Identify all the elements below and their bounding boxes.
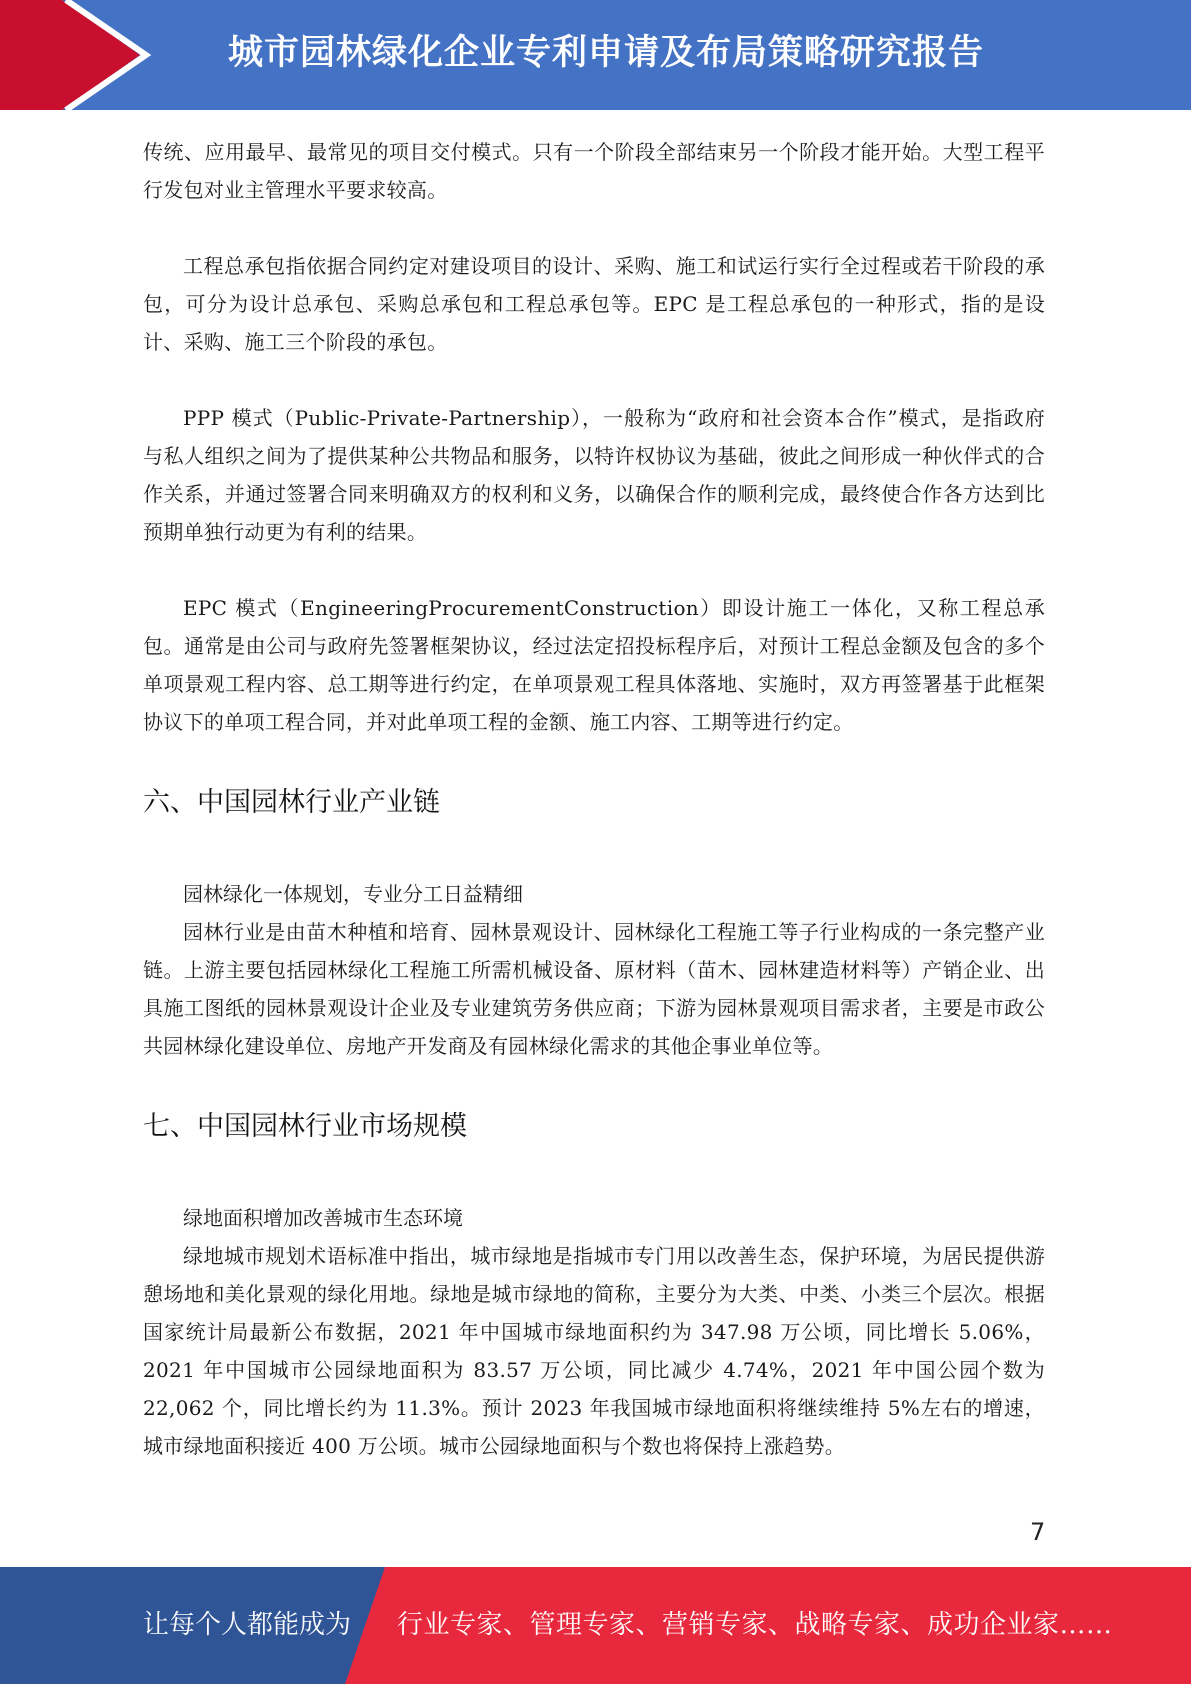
- paragraph-general-contracting: 工程总承包指依据合同约定对建设项目的设计、采购、施工和试运行实行全过程或若干阶段的承包，可分为设计总承包、采购总承包和工程总承包等。EPC 是工程总承包的一种形式，指的是设计、采购、施工三个阶段的承包。: [143, 254, 1045, 354]
- subhead-market-size: 绿地面积增加改善城市生态环境: [183, 1206, 463, 1230]
- page-header: [0, 0, 1191, 110]
- paragraph-continuation: 传统、应用最早、最常见的项目交付模式。只有一个阶段全部结束另一个阶段才能开始。大型工程平行发包对业主管理水平要求较高。: [143, 140, 1045, 202]
- footer-slogan-left: 让每个人都能成为: [143, 1610, 352, 1640]
- page-content: [143, 133, 1045, 1465]
- footer-slogan-right: 行业专家、管理专家、营销专家、战略专家、成功企业家……: [397, 1610, 1113, 1640]
- paragraph-ppp-model: PPP 模式（Public-Private-Partnership），一般称为“政府和社会资本合作”模式，是指政府与私人组织之间为了提供某种公共物品和服务，以特许权协议为基础，彼此之间形成一种伙伴式的合作关系，并通过签署合同来明确双方的权利和义务，以确保合作的顺利完成，最终使合作各方达到比预期单独行动更为有利的结果。: [143, 406, 1045, 544]
- section-title-market-size: 七、中国园林行业市场规模: [143, 1111, 467, 1142]
- page-footer: [0, 1567, 1191, 1684]
- section-title-industry-chain: 六、中国园林行业产业链: [143, 787, 440, 818]
- paragraph-market-size: 绿地城市规划术语标准中指出，城市绿地是指城市专门用以改善生态，保护环境，为居民提供游憩场地和美化景观的绿化用地。绿地是城市绿地的简称，主要分为大类、中类、小类三个层次。根据国家统计局最新公布数据，2021 年中国城市绿地面积约为 347.98 万公顷，同比增长 5.06%，2021 年中国城市公园绿地面积为 83.57 万公顷，同比减少 4.74%，2021 年中国公园个数为 22,062 个，同比增长约为 11.3%。预计 2023 年我国城市绿地面积将继续维持 5%左右的增速，城市绿地面积接近 400 万公顷。城市公园绿地面积与个数也将保持上涨趋势。: [143, 1244, 1045, 1458]
- paragraph-industry-chain: 园林行业是由苗木种植和培育、园林景观设计、园林绿化工程施工等子行业构成的一条完整产业链。上游主要包括园林绿化工程施工所需机械设备、原材料（苗木、园林建造材料等）产销企业、出具施工图纸的园林景观设计企业及专业建筑劳务供应商；下游为园林景观项目需求者，主要是市政公共园林绿化建设单位、房地产开发商及有园林绿化需求的其他企事业单位等。: [143, 920, 1045, 1058]
- report-title: 城市园林绿化企业专利申请及布局策略研究报告: [228, 33, 985, 73]
- subhead-industry-chain: 园林绿化一体规划，专业分工日益精细: [183, 882, 523, 906]
- header-red-chevron: [0, 0, 140, 110]
- page-number: 7: [1030, 1518, 1046, 1546]
- paragraph-epc-model: EPC 模式（EngineeringProcurementConstruction）即设计施工一体化，又称工程总承包。通常是由公司与政府先签署框架协议，经过法定招投标程序后，对预计工程总金额及包含的多个单项景观工程内容、总工期等进行约定，在单项景观工程具体落地、实施时，双方再签署基于此框架协议下的单项工程合同，并对此单项工程的金额、施工内容、工期等进行约定。: [143, 596, 1045, 734]
